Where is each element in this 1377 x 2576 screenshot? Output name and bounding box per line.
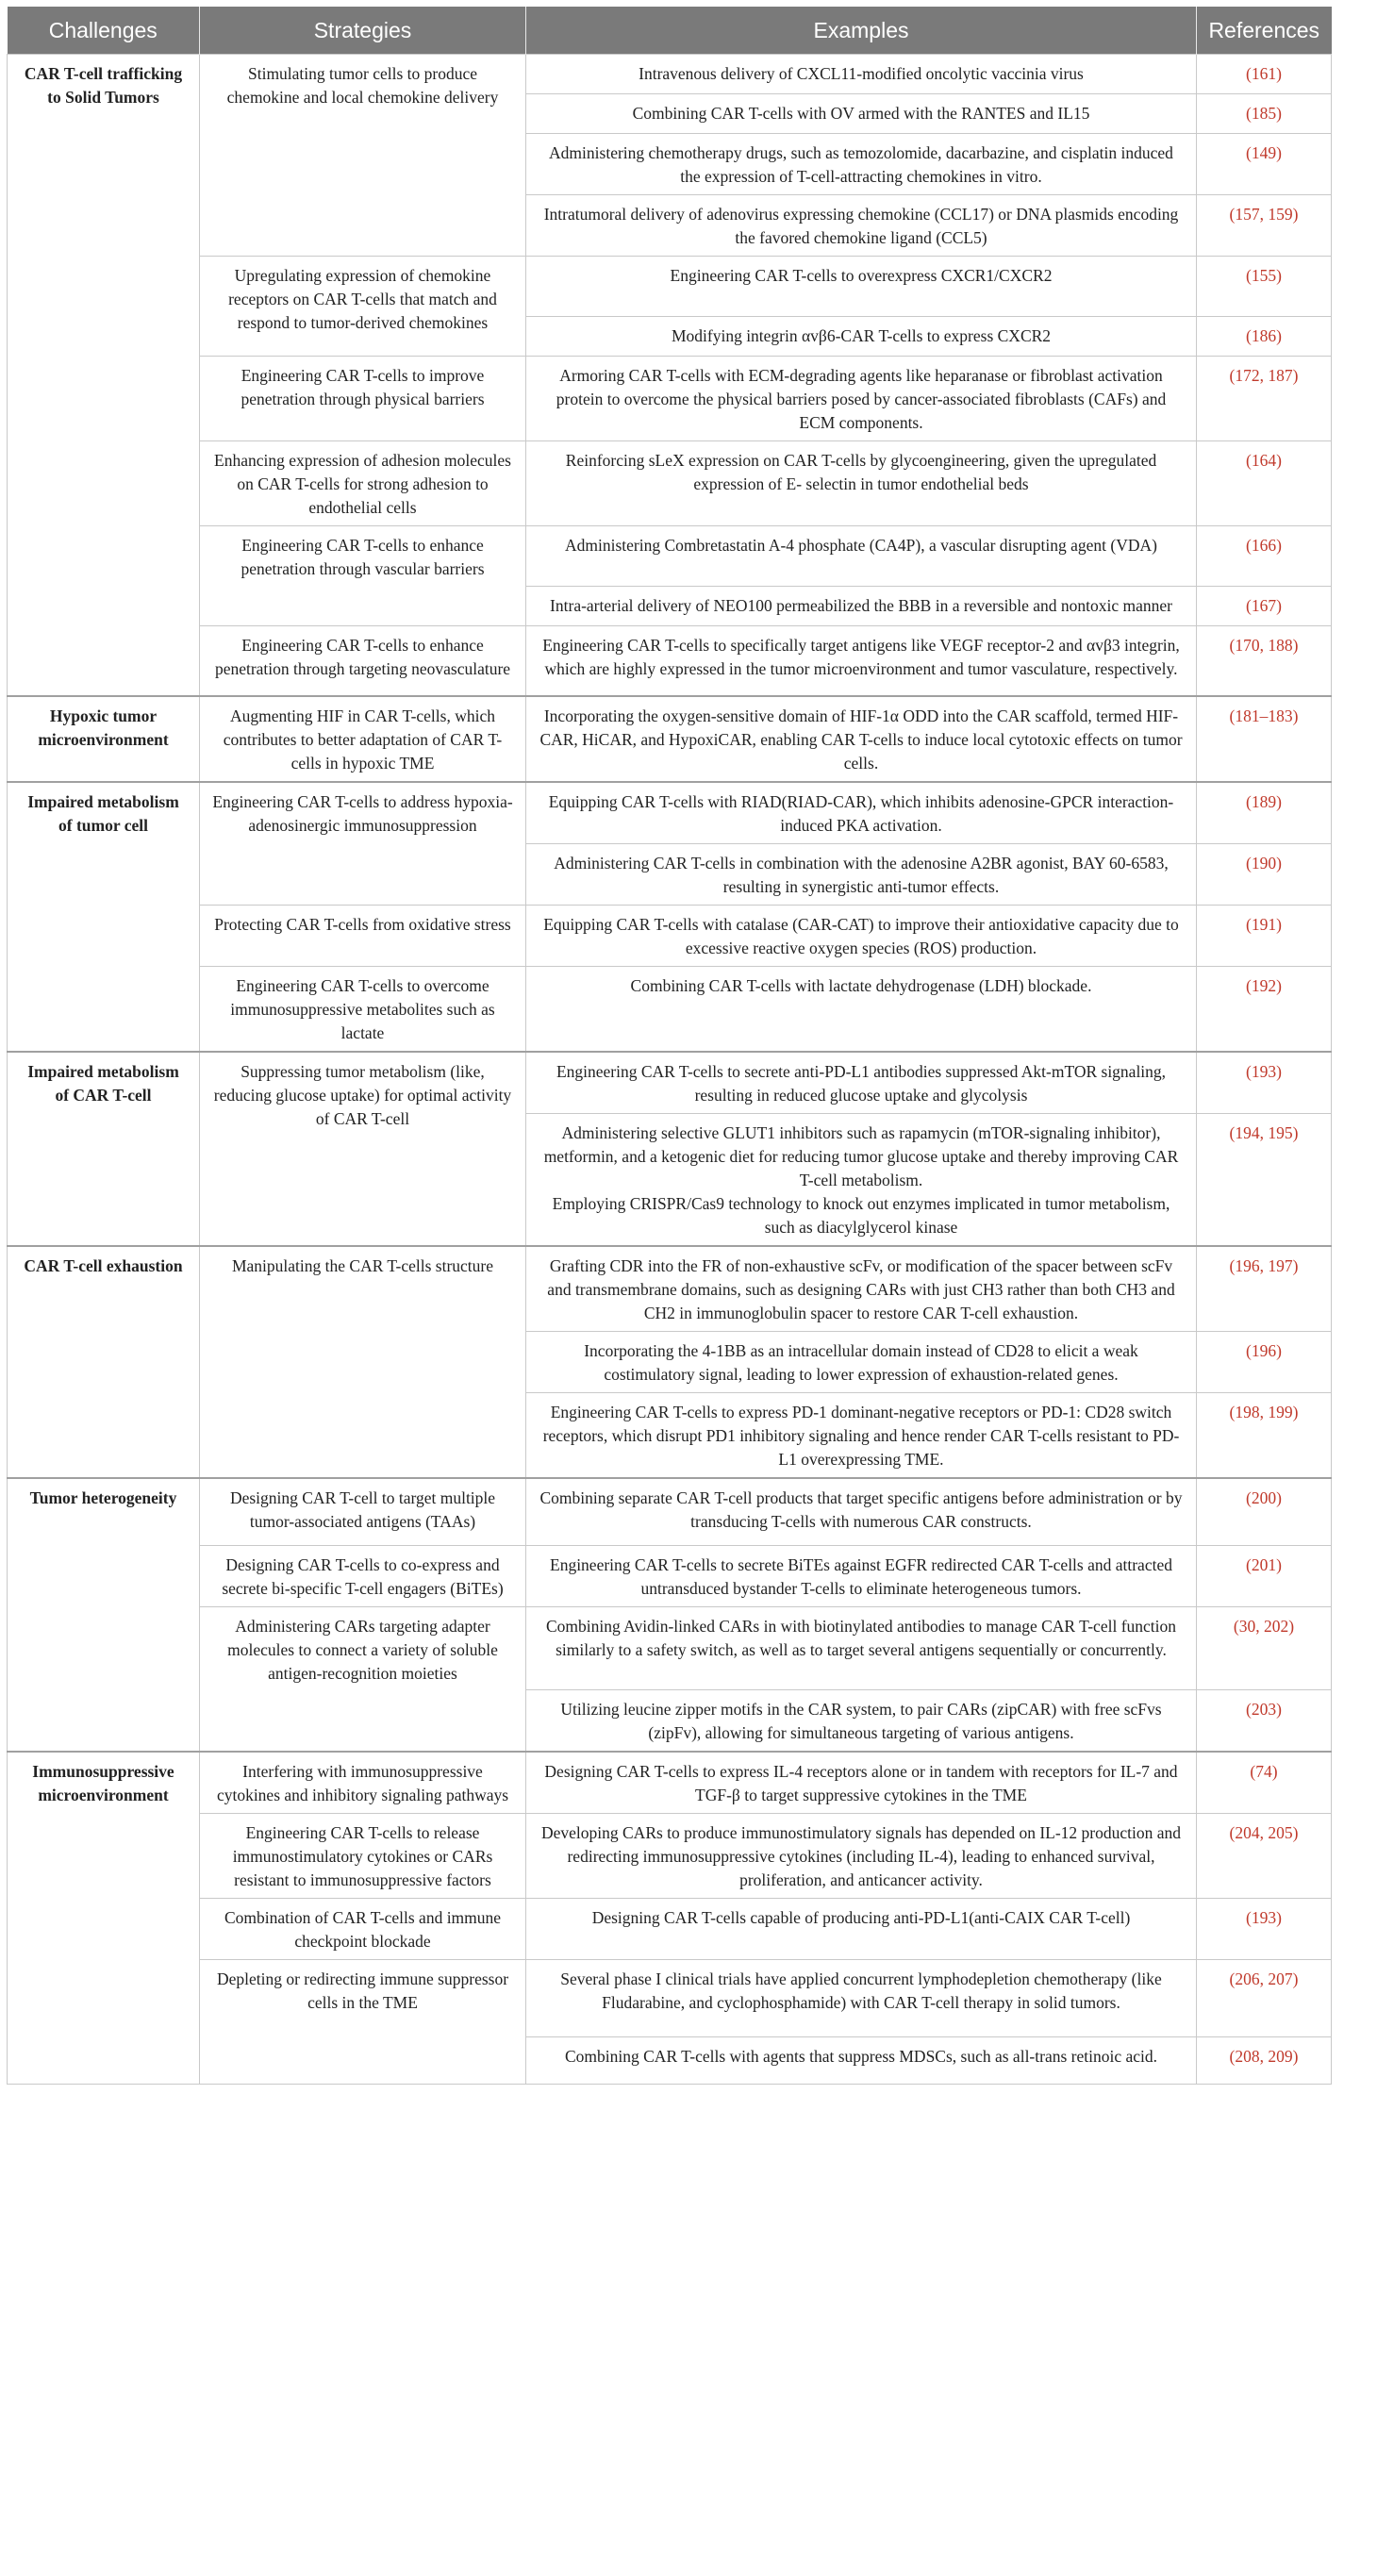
- strategy-cell: Manipulating the CAR T-cells structure: [200, 1246, 526, 1478]
- table-row: [8, 626, 1332, 696]
- reference-cell: (170, 188): [1197, 626, 1332, 696]
- reference-cell: (196, 197): [1197, 1246, 1332, 1332]
- example-cell: [526, 526, 1197, 587]
- example-cell: [526, 1392, 1197, 1478]
- reference-cell: (198, 199): [1197, 1392, 1332, 1478]
- example-text: Combining CAR T-cells with agents that suppress MDSCs, such as all-trans retinoic acid.: [565, 2047, 1157, 2066]
- example-cell: [526, 1752, 1197, 1814]
- reference-cell: (185): [1197, 94, 1332, 134]
- example-text: Intravenous delivery of CXCL11-modified oncolytic vaccinia virus: [639, 64, 1084, 83]
- reference-cell: (203): [1197, 1690, 1332, 1753]
- strategy-cell: Interfering with immunosuppressive cytokines and inhibitory signaling pathways: [200, 1752, 526, 1814]
- table-row: [8, 1546, 1332, 1607]
- example-text: Combining Avidin-linked CARs in with biotinylated antibodies to manage CAR T-cell function similarly to a safety switch, as well as to target several antigens sequentially or concurrently.: [545, 1617, 1177, 1659]
- example-cell: [526, 94, 1197, 134]
- example-cell: [526, 1052, 1197, 1114]
- reference-cell: (191): [1197, 905, 1332, 966]
- example-text: Combining separate CAR T-cell products that target specific antigens before administration or by transducing T-cells with numerous CAR constructs.: [539, 1487, 1183, 1531]
- example-cell: [526, 441, 1197, 526]
- example-cell: [526, 1478, 1197, 1546]
- strategy-cell: Protecting CAR T-cells from oxidative stress: [200, 905, 526, 966]
- example-text: Incorporating the 4-1BB as an intracellular domain instead of CD28 to elicit a weak costimulatory signal, leading to lower expression of exhaustion-related genes.: [584, 1340, 1138, 1384]
- reference-cell: (166): [1197, 526, 1332, 587]
- challenge-cell: Impaired metabolism of CAR T-cell: [8, 1052, 200, 1246]
- reference-cell: (181–183): [1197, 696, 1332, 782]
- example-text: Several phase I clinical trials have applied concurrent lymphodepletion chemotherapy (like Fludarabine, and cyclophosphamide) with CAR T-cell therapy in solid tumors.: [560, 1969, 1162, 2012]
- reference-cell: (74): [1197, 1752, 1332, 1814]
- reference-cell: (206, 207): [1197, 1960, 1332, 2037]
- strategy-cell: Engineering CAR T-cells to enhance penetration through vascular barriers: [200, 526, 526, 626]
- header-references: References: [1197, 7, 1332, 55]
- strategy-cell: Engineering CAR T-cells to address hypoxia-adenosinergic immunosuppression: [200, 782, 526, 906]
- example-text: Combining CAR T-cells with OV armed with the RANTES and IL15: [632, 104, 1090, 123]
- example-cell: [526, 357, 1197, 441]
- example-cell: [526, 626, 1197, 696]
- reference-cell: (30, 202): [1197, 1607, 1332, 1690]
- strategy-cell: Designing CAR T-cell to target multiple tumor-associated antigens (TAAs): [200, 1478, 526, 1546]
- example-text-continued: Employing CRISPR/Cas9 technology to knock out enzymes implicated in tumor metabolism, such as diacylglycerol kinase: [552, 1193, 1170, 1237]
- strategy-cell: Combination of CAR T-cells and immune checkpoint blockade: [200, 1899, 526, 1960]
- reference-cell: (196): [1197, 1331, 1332, 1392]
- example-text: Equipping CAR T-cells with RIAD(RIAD-CAR), which inhibits adenosine-GPCR interaction-induced PKA activation.: [548, 791, 1174, 835]
- example-text: Intratumoral delivery of adenovirus expressing chemokine (CCL17) or DNA plasmids encoding the favored chemokine ligand (CCL5): [543, 205, 1179, 247]
- header-challenges: Challenges: [8, 7, 200, 55]
- example-cell: [526, 195, 1197, 257]
- example-cell: [526, 55, 1197, 94]
- challenge-cell: Tumor heterogeneity: [8, 1478, 200, 1753]
- example-cell: [526, 696, 1197, 782]
- example-text: Administering Combretastatin A-4 phosphate (CA4P), a vascular disrupting agent (VDA): [565, 536, 1157, 555]
- strategy-cell: Enhancing expression of adhesion molecules on CAR T-cells for strong adhesion to endothelial cells: [200, 441, 526, 526]
- example-text: Engineering CAR T-cells to express PD-1 dominant-negative receptors or PD-1: CD28 switch receptors, which disrupt PD1 inhibitory signaling and hence render CAR T-cells resistant to PD-L1 overexpressing TME.: [542, 1402, 1180, 1469]
- example-text: Developing CARs to produce immunostimulatory signals has depended on IL-12 production and redirecting immunosuppressive cytokines (including IL-4), leading to enhanced survival, proliferation, and anticancer activity.: [540, 1823, 1181, 1889]
- table-row: [8, 1246, 1332, 1332]
- table-row: [8, 1052, 1332, 1114]
- example-text: Reinforcing sLeX expression on CAR T-cells by glycoengineering, given the upregulated expression of E- selectin in tumor endothelial beds: [565, 451, 1157, 493]
- example-cell: [526, 966, 1197, 1052]
- example-cell: [526, 257, 1197, 317]
- header-strategies: Strategies: [200, 7, 526, 55]
- table-row: [8, 55, 1332, 94]
- example-cell: [526, 905, 1197, 966]
- example-cell: [526, 1331, 1197, 1392]
- table-row: [8, 1814, 1332, 1899]
- example-cell: [526, 2037, 1197, 2085]
- table-row: [8, 526, 1332, 587]
- table-row: [8, 257, 1332, 317]
- strategy-cell: Engineering CAR T-cells to overcome immunosuppressive metabolites such as lactate: [200, 966, 526, 1052]
- strategy-cell: Stimulating tumor cells to produce chemokine and local chemokine delivery: [200, 55, 526, 257]
- table-row: [8, 1607, 1332, 1690]
- reference-cell: (161): [1197, 55, 1332, 94]
- reference-cell: (155): [1197, 257, 1332, 317]
- example-text: Grafting CDR into the FR of non-exhaustive scFv, or modification of the spacer between scFv and transmembrane domains, such as designing CARs with just CH3 rather than both CH3 and CH2 in immunoglobulin spacer to restore CAR T-cell exhaustion.: [547, 1255, 1175, 1322]
- example-cell: [526, 1113, 1197, 1246]
- reference-cell: (194, 195): [1197, 1113, 1332, 1246]
- example-text: Modifying integrin αvβ6-CAR T-cells to express CXCR2: [671, 326, 1052, 345]
- challenge-cell: CAR T-cell exhaustion: [8, 1246, 200, 1478]
- example-text: Administering CAR T-cells in combination with the adenosine A2BR agonist, BAY 60-6583, resulting in synergistic anti-tumor effects.: [554, 853, 1169, 896]
- table-row: [8, 1752, 1332, 1814]
- reference-cell: (149): [1197, 134, 1332, 195]
- example-text: Armoring CAR T-cells with ECM-degrading agents like heparanase or fibroblast activation protein to overcome the physical barriers posed by cancer-associated fibroblasts (CAFs) and ECM components.: [556, 366, 1167, 432]
- reference-cell: (200): [1197, 1478, 1332, 1546]
- example-text: Engineering CAR T-cells to specifically target antigens like VEGF receptor-2 and αvβ3 integrin, which are highly expressed in the tumor microenvironment and tumor vasculature, respectively.: [542, 636, 1180, 678]
- strategy-cell: Depleting or redirecting immune suppressor cells in the TME: [200, 1960, 526, 2085]
- table-row: [8, 696, 1332, 782]
- challenge-cell: Impaired metabolism of tumor cell: [8, 782, 200, 1052]
- table-row: [8, 441, 1332, 526]
- challenge-cell: Immunosuppressive microenvironment: [8, 1752, 200, 2085]
- example-text: Equipping CAR T-cells with catalase (CAR-CAT) to improve their antioxidative capacity due to excessive reactive oxygen species (ROS) production.: [543, 914, 1179, 957]
- strategy-cell: Suppressing tumor metabolism (like, reducing glucose uptake) for optimal activity of CAR T-cell: [200, 1052, 526, 1246]
- reference-cell: (164): [1197, 441, 1332, 526]
- example-cell: [526, 1546, 1197, 1607]
- table-row: [8, 966, 1332, 1052]
- strategy-cell: Designing CAR T-cells to co-express and secrete bi-specific T-cell engagers (BiTEs): [200, 1546, 526, 1607]
- challenge-cell: Hypoxic tumor microenvironment: [8, 696, 200, 782]
- reference-cell: (208, 209): [1197, 2037, 1332, 2085]
- example-text: Engineering CAR T-cells to overexpress CXCR1/CXCR2: [670, 266, 1053, 285]
- example-text: Utilizing leucine zipper motifs in the CAR system, to pair CARs (zipCAR) with free scFvs (zipFv), allowing for simultaneous targeting of various antigens.: [560, 1700, 1162, 1742]
- example-cell: [526, 317, 1197, 357]
- table-body: [8, 55, 1332, 2085]
- example-cell: [526, 1899, 1197, 1960]
- reference-cell: (172, 187): [1197, 357, 1332, 441]
- example-cell: [526, 843, 1197, 905]
- strategy-cell: Engineering CAR T-cells to enhance penetration through targeting neovasculature: [200, 626, 526, 696]
- example-text: Intra-arterial delivery of NEO100 permeabilized the BBB in a reversible and nontoxic manner: [550, 596, 1172, 615]
- reference-cell: (192): [1197, 966, 1332, 1052]
- table-row: [8, 357, 1332, 441]
- table-row: [8, 905, 1332, 966]
- strategy-cell: Augmenting HIF in CAR T-cells, which contributes to better adaptation of CAR T-cells in hypoxic TME: [200, 696, 526, 782]
- table-row: [8, 1899, 1332, 1960]
- reference-cell: (190): [1197, 843, 1332, 905]
- example-text: Engineering CAR T-cells to secrete anti-PD-L1 antibodies suppressed Akt-mTOR signaling, resulting in reduced glucose uptake and glycolysis: [556, 1061, 1167, 1105]
- example-text: Incorporating the oxygen-sensitive domain of HIF-1α ODD into the CAR scaffold, termed HIF-CAR, HiCAR, and HypoxiCAR, enabling CAR T-cells to induce local cytotoxic effects on tumor cells.: [539, 706, 1183, 773]
- example-cell: [526, 134, 1197, 195]
- reference-cell: (204, 205): [1197, 1814, 1332, 1899]
- example-cell: [526, 587, 1197, 626]
- example-cell: [526, 782, 1197, 844]
- example-cell: [526, 1246, 1197, 1332]
- example-text: Engineering CAR T-cells to secrete BiTEs against EGFR redirected CAR T-cells and attracted untransduced bystander T-cells to eliminate heterogeneous tumors.: [550, 1555, 1172, 1598]
- example-cell: [526, 1690, 1197, 1753]
- strategy-cell: Engineering CAR T-cells to improve penetration through physical barriers: [200, 357, 526, 441]
- reference-cell: (193): [1197, 1899, 1332, 1960]
- example-text: Designing CAR T-cells capable of producing anti-PD-L1(anti-CAIX CAR T-cell): [591, 1908, 1131, 1927]
- challenge-cell: CAR T-cell trafficking to Solid Tumors: [8, 55, 200, 696]
- example-cell: [526, 1607, 1197, 1690]
- example-text: Administering selective GLUT1 inhibitors such as rapamycin (mTOR-signaling inhibitor), metformin, and a ketogenic diet for reducing tumor glucose uptake and thereby improving CAR T-cell metabolism.: [543, 1122, 1179, 1189]
- example-text: Administering chemotherapy drugs, such as temozolomide, dacarbazine, and cisplatin induced the expression of T-cell-attracting chemokines in vitro.: [549, 143, 1173, 186]
- reference-cell: (157, 159): [1197, 195, 1332, 257]
- reference-cell: (189): [1197, 782, 1332, 844]
- header-row: [8, 7, 1332, 55]
- table-row: [8, 782, 1332, 844]
- reference-cell: (201): [1197, 1546, 1332, 1607]
- strategy-cell: Engineering CAR T-cells to release immunostimulatory cytokines or CARs resistant to immunosuppressive factors: [200, 1814, 526, 1899]
- strategy-cell: Administering CARs targeting adapter molecules to connect a variety of soluble antigen-recognition moieties: [200, 1607, 526, 1753]
- strategy-cell: Upregulating expression of chemokine receptors on CAR T-cells that match and respond to tumor-derived chemokines: [200, 257, 526, 357]
- challenges-strategies-table: [7, 7, 1332, 2085]
- reference-cell: (167): [1197, 587, 1332, 626]
- table-row: [8, 1960, 1332, 2037]
- example-cell: [526, 1960, 1197, 2037]
- example-text: Combining CAR T-cells with lactate dehydrogenase (LDH) blockade.: [630, 975, 1092, 995]
- reference-cell: (186): [1197, 317, 1332, 357]
- reference-cell: (193): [1197, 1052, 1332, 1114]
- table-row: [8, 1478, 1332, 1546]
- header-examples: Examples: [526, 7, 1197, 55]
- example-cell: [526, 1814, 1197, 1899]
- example-text: Designing CAR T-cells to express IL-4 receptors alone or in tandem with receptors for IL-7 and TGF-β to target suppressive cytokines in the TME: [544, 1762, 1178, 1804]
